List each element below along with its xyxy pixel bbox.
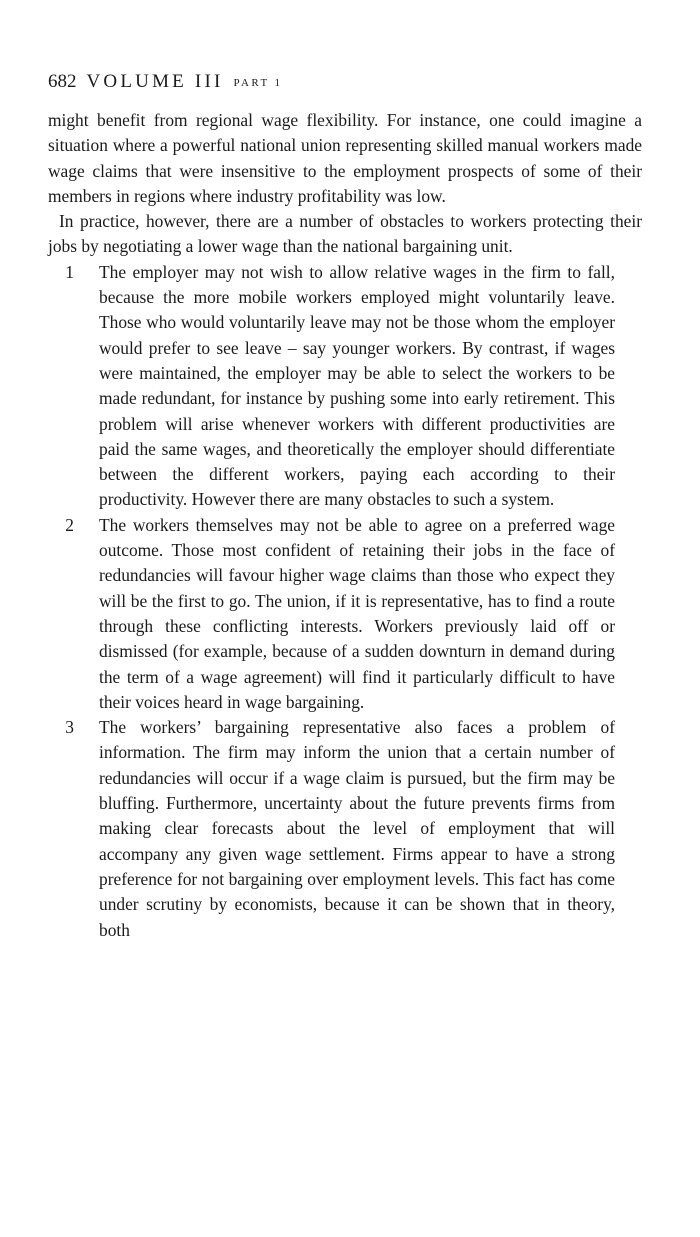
list-item-text: The employer may not wish to allow relative wages in the firm to fall, because the more mobile workers employed might voluntarily leave. Those who would voluntarily leave may not be those whom the employer would prefer to see leave – say younger workers. By contrast, if wages were maintained, the employer may be able to select the workers to be made redundant, for instance by pushing some into early retirement. This problem will arise whenever workers with different productivities are paid the same wages, and theoretically the employer should differentiate between the different workers, paying each according to their productivity. However there are many obstacles to such a system.	[99, 261, 615, 510]
list-item	[48, 513, 642, 715]
paragraph: In practice, however, there are a number of obstacles to workers protecting their jobs by negotiating a lower wage than the national bargaining unit.	[48, 211, 642, 257]
running-head	[48, 68, 642, 96]
list-item	[48, 715, 642, 943]
list-item	[48, 260, 642, 513]
numbered-list	[48, 260, 642, 943]
list-number: 2	[65, 514, 74, 535]
list-number: 3	[65, 717, 74, 738]
part-label: PART 1	[233, 77, 283, 89]
volume-label: VOLUME III	[86, 71, 224, 92]
list-item-text: The workers’ bargaining representative also faces a problem of information. The firm may inform the union that a certain number of redundancies will occur if a wage claim is pursued, but the firm may be bluffing. Furthermore, uncertainty about the future prevents firms from making clear forecasts about the level of employment that will accompany any given wage settlement. Firms appear to have a strong preference for not bargaining over employment levels. This fact has come under scrutiny by economists, because it can be shown that in theory, both	[99, 717, 615, 940]
list-number: 1	[65, 261, 74, 282]
page-number: 682	[48, 71, 77, 92]
body-text	[48, 108, 642, 943]
list-item-text: The workers themselves may not be able to agree on a preferred wage outcome. Those most confident of retaining their jobs in the face of redundancies will favour higher wage claims than those who expect they will be the first to go. The union, if it is representative, has to find a route through these conflicting interests. Workers previously laid off or dismissed (for example, because of a sudden downturn in demand during the term of a wage agreement) will find it particularly difficult to have their voices heard in wage bargaining.	[99, 514, 615, 712]
book-page	[48, 68, 642, 943]
paragraph: might benefit from regional wage flexibility. For instance, one could imagine a situation where a powerful national union representing skilled manual workers made wage claims that were insensitive to the employment prospects of some of their members in regions where industry profitability was low.	[48, 110, 642, 206]
